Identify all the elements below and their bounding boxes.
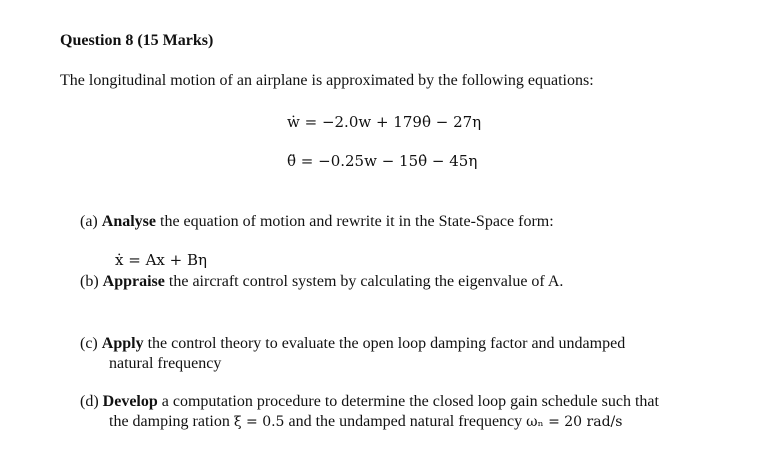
part-c-label: (c) [80,335,98,352]
part-b-text: the aircraft control system by calculating the eigenvalue of A. [168,273,564,290]
part-c-text: the control theory to evaluate the open loop damping factor and undamped [147,335,626,352]
part-b [80,272,563,292]
part-a-verb: Analyse [101,213,156,230]
part-d-text-mid: and the undamped natural frequency [288,413,523,430]
part-a-text: the equation of motion and rewrite it in the State-Space form: [160,213,554,230]
question-intro: The longitudinal motion of an airplane is approximated by the following equations: [60,72,594,89]
part-d-text: a computation procedure to determine the closed loop gain schedule such that [161,393,659,410]
equation-theta-ddot: θ̈ = −0.25w − 15θ̇ − 45η [287,152,478,170]
part-d-text-prefix: the damping ration [109,413,230,430]
part-c-text-continued: natural frequency [109,355,222,372]
part-d-label: (d) [80,393,99,410]
part-d-verb: Develop [102,393,158,410]
part-d-line-2 [80,412,659,432]
part-d [80,392,659,432]
state-space-equation: ẋ = Ax + Bη [115,251,207,269]
equation-w-dot: ẇ = −2.0w + 179θ̇ − 27η [287,113,482,131]
part-a-label: (a) [80,213,98,230]
part-c [80,334,625,374]
damping-ratio-value: ξ = 0.5 [233,414,285,430]
part-a [80,212,554,232]
question-heading: Question 8 (15 Marks) [60,32,214,49]
natural-frequency-value: ωₙ = 20 rad/s [526,414,623,430]
part-c-verb: Apply [101,335,144,352]
part-b-label: (b) [80,273,99,290]
part-b-verb: Appraise [102,273,165,290]
